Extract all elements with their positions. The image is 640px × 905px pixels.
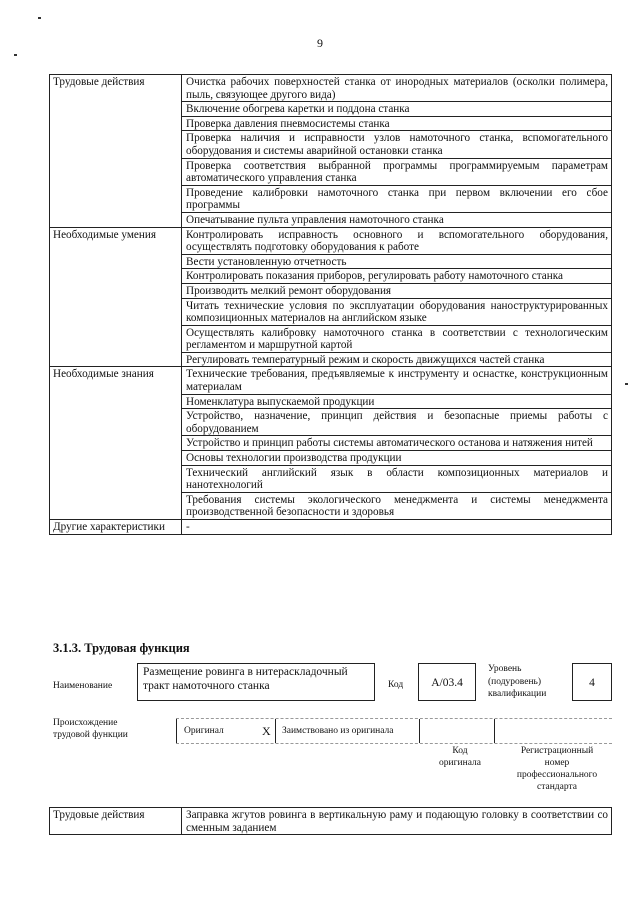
labor-actions-table <box>49 807 612 835</box>
table-cell: Вести установленную отчетность <box>182 254 612 269</box>
table-cell: Включение обогрева каретки и поддона станка <box>182 102 612 117</box>
code-field: A/03.4 <box>418 663 476 701</box>
group-label-labor-actions: Трудовые действия <box>50 808 182 835</box>
code-label: Код <box>388 680 404 690</box>
origin-code-cell <box>420 719 495 743</box>
original-checkmark: X <box>262 724 271 738</box>
table-row <box>50 808 612 835</box>
table-cell: Устройство и принцип работы системы автоматического останова и натяжения нитей <box>182 436 612 451</box>
group-label-knowledge: Необходимые знания <box>50 367 182 520</box>
table-cell: Производить мелкий ремонт оборудования <box>182 283 612 298</box>
original-label: Оригинал <box>184 726 224 736</box>
table-cell: Основы технологии производства продукции <box>182 451 612 466</box>
table-cell: Проверка наличия и исправности узлов намоточного станка, вспомогательного оборудования и системы аварийной остановки станка <box>182 131 612 158</box>
table-cell: Проверка соответствия выбранной программы программируемым параметрам автоматического управления станка <box>182 158 612 185</box>
level-label: Уровень (подуровень) квалификации <box>488 664 547 699</box>
scan-mark <box>38 17 41 19</box>
table-cell: Номенклатура выпускаемой продукции <box>182 394 612 409</box>
table-cell: Заправка жгутов ровинга в вертикальную раму и подающую головку в соответствии со сменным заданием <box>182 808 612 835</box>
table-cell: Опечатывание пульта управления намоточного станка <box>182 212 612 227</box>
table-cell: Осуществлять калибровку намоточного станка в соответствии с технологическим регламентом и маршрутной картой <box>182 325 612 352</box>
group-label-skills: Необходимые умения <box>50 227 182 367</box>
original-cell <box>176 719 276 743</box>
table-cell: Проведение калибровки намоточного станка при первом включении его сбое программы <box>182 185 612 212</box>
scan-mark <box>14 54 17 56</box>
table-cell: Контролировать показания приборов, регулировать работу намоточного станка <box>182 269 612 284</box>
table-row <box>50 520 612 535</box>
function-name-field: Размещение ровинга в нитераскладочный тракт намоточного станка <box>137 663 375 701</box>
table-cell: Технический английский язык в области композиционных материалов и нанотехнологий <box>182 465 612 492</box>
table-cell: Технические требования, предъявляемые к инструменту и оснастке, конструкционным материалам <box>182 367 612 394</box>
table-cell: Читать технические условия по эксплуатации оборудования наноструктурированных композиционных материалов на английском языке <box>182 298 612 325</box>
table-cell: Контролировать исправность основного и вспомогательного оборудования, осуществлять подготовку оборудования к работе <box>182 227 612 254</box>
table-cell: Проверка давления пневмосистемы станка <box>182 116 612 131</box>
scan-mark <box>625 383 628 385</box>
section-title: 3.1.3. Трудовая функция <box>53 641 190 655</box>
level-field: 4 <box>572 663 612 701</box>
name-label: Наименование <box>53 681 113 691</box>
table-cell: Регулировать температурный режим и скорость движущихся частей станка <box>182 352 612 367</box>
group-label-labor-actions: Трудовые действия <box>50 75 182 228</box>
borrowed-cell <box>276 719 420 743</box>
table-row <box>50 227 612 254</box>
origin-row <box>176 718 612 744</box>
table-cell: Очистка рабочих поверхностей станка от инородных материалов (осколки полимера, пыль, связующее другого вида) <box>182 75 612 102</box>
registration-number-label: Регистрационный номер профессионального стандарта <box>516 746 598 792</box>
competency-table <box>49 74 612 535</box>
table-cell: Требования системы экологического менеджмента и системы менеджмента производственной безопасности и здоровья <box>182 492 612 519</box>
group-label-other: Другие характеристики <box>50 520 182 535</box>
table-row <box>50 75 612 102</box>
table-cell: Устройство, назначение, принцип действия и безопасные приемы работы с оборудованием <box>182 409 612 436</box>
table-cell: - <box>182 520 612 535</box>
origin-code-label: Код оригинала <box>439 746 481 768</box>
page-number: 9 <box>317 36 323 50</box>
borrowed-label: Заимствовано из оригинала <box>282 726 394 736</box>
origin-label: Происхождение трудовой функции <box>53 718 128 740</box>
table-row <box>50 367 612 394</box>
